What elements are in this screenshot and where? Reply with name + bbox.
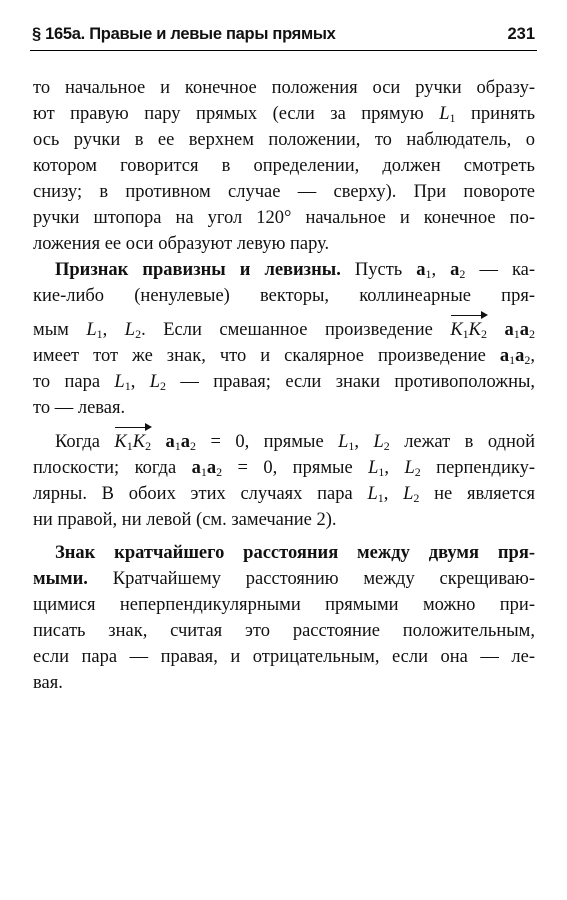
text-line: вая.: [33, 673, 63, 693]
text-line: ложения ее оси образуют левую пару.: [33, 234, 330, 254]
text-line: лярны. В обоих этих случаях пара $L_1$, $L_2$ не является: [33, 484, 535, 505]
text-line: Когда $K_1K_2$ $a_1a_2 = 0$, прямые $L_1$, $L_2$ лежат в одной: [55, 429, 535, 455]
run-in-heading: Признак правизны и левизны.: [55, 260, 341, 280]
text-line: плоскости; когда $a_1a_2 = 0$, прямые $L_1$, $L_2$ перпендику-: [33, 458, 535, 479]
text-line: ют правую пару прямых (если за прямую $L_1$ принять: [33, 104, 536, 125]
text-line: если пара — правая, и отрицательным, если она — ле-: [33, 647, 535, 667]
text-line: то начальное и конечное положения оси ручки образу-: [33, 78, 535, 98]
text-line: ось ручки в ее верхнем положении, то наблюдатель, о: [33, 130, 535, 150]
header-rule: [30, 50, 537, 51]
vector-arrow: $K_1K_2$: [114, 429, 151, 455]
text-line: имеет тот же знак, что и скалярное произведение $a_1a_2$,: [33, 346, 536, 367]
text-line: кие-либо (ненулевые) векторы, коллинеарные пря-: [33, 286, 535, 306]
text-line: то — левая.: [33, 398, 126, 418]
text-line: котором говорится в определении, должен смотреть: [33, 156, 535, 176]
text-line: щимися неперпендикулярными прямыми можно при-: [33, 595, 535, 615]
page-number: 231: [507, 25, 535, 43]
run-in-heading: Знак кратчайшего расстояния между двумя пря-: [55, 543, 535, 563]
text-line: то пара $L_1$, $L_2$ — правая; если знаки противоположны,: [33, 372, 536, 393]
vector-arrow: $K_1K_2$: [450, 317, 487, 343]
text-line: писать знак, считая это расстояние положительным,: [33, 621, 535, 641]
text-line: [55, 540, 535, 566]
running-header: [30, 22, 537, 48]
text-line: ни правой, ни левой (см. замечание 2).: [33, 510, 337, 530]
text-line: Признак правизны и левизны. Пусть $a_1$, $a_2$ — ка-: [55, 260, 536, 281]
text-line: снизу; в противном случае — сверху). При повороте: [33, 182, 535, 202]
text-line: мыми. Кратчайшему расстоянию между скрещиваю-: [33, 569, 536, 589]
text-line: мым $L_1$, $L_2$. Если смешанное произведение $K_1K_2$ $a_1a_2$: [33, 317, 535, 343]
section-title: § 165а. Правые и левые пары прямых: [32, 25, 336, 43]
text-line: ручки штопора на угол 120° начальное и конечное по-: [33, 208, 535, 228]
